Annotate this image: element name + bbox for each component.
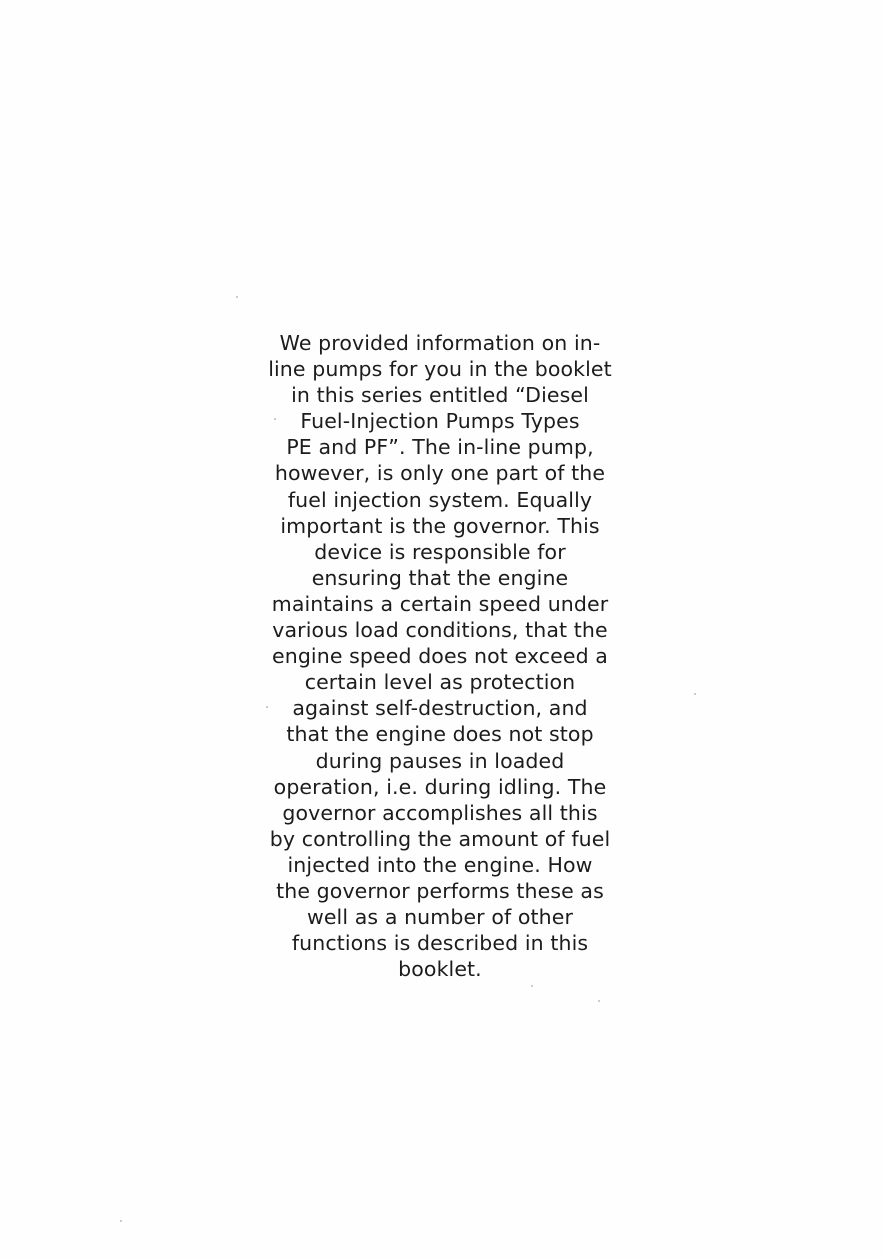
paragraph-line: maintains a certain speed under [271,591,609,616]
paragraph-line: various load conditions, that the [272,618,608,643]
paragraph-line: PE and PF”. The in-line pump, [286,435,594,460]
paragraph-line: however, is only one part of the [274,461,606,486]
paragraph-line: engine speed does not exceed a [272,644,608,669]
scan-speck [236,296,238,298]
paragraph-line: important is the governor. This [280,513,600,538]
paragraph-line: fuel injection system. Equally [287,487,593,512]
paragraph-line: well as a number of other [306,905,574,930]
paragraph-line: line pumps for you in the booklet [268,357,612,382]
paragraph-line: certain level as protection [304,670,576,695]
scan-speck [266,706,268,708]
paragraph-line: We provided information on in- [279,331,601,355]
paragraph-line: against self-destruction, and [292,696,588,721]
paragraph-line: operation, i.e. during idling. The [273,774,607,799]
scan-speck [531,985,533,987]
paragraph-line: that the engine does not stop [286,722,594,747]
paragraph-line: the governor performs these as [276,878,604,903]
paragraph-line: by controlling the amount of fuel [269,826,611,851]
paragraph-line: governor accomplishes all this [282,800,598,825]
paragraph-line: in this series entitled “Diesel [291,383,589,408]
scan-speck [598,1000,600,1002]
scan-speck [120,1220,122,1222]
scan-speck [694,693,696,695]
paragraph-line: during pauses in loaded [315,748,565,773]
paragraph-line: device is responsible for [314,539,566,564]
intro-paragraph [230,330,650,982]
paragraph-line: Fuel-Injection Pumps Types [300,409,580,434]
paragraph-line: injected into the engine. How [287,852,593,877]
paragraph-line: booklet. [398,957,482,982]
scan-speck [274,418,276,420]
paragraph-line: ensuring that the engine [311,565,569,590]
paragraph-line: functions is described in this [291,931,589,956]
